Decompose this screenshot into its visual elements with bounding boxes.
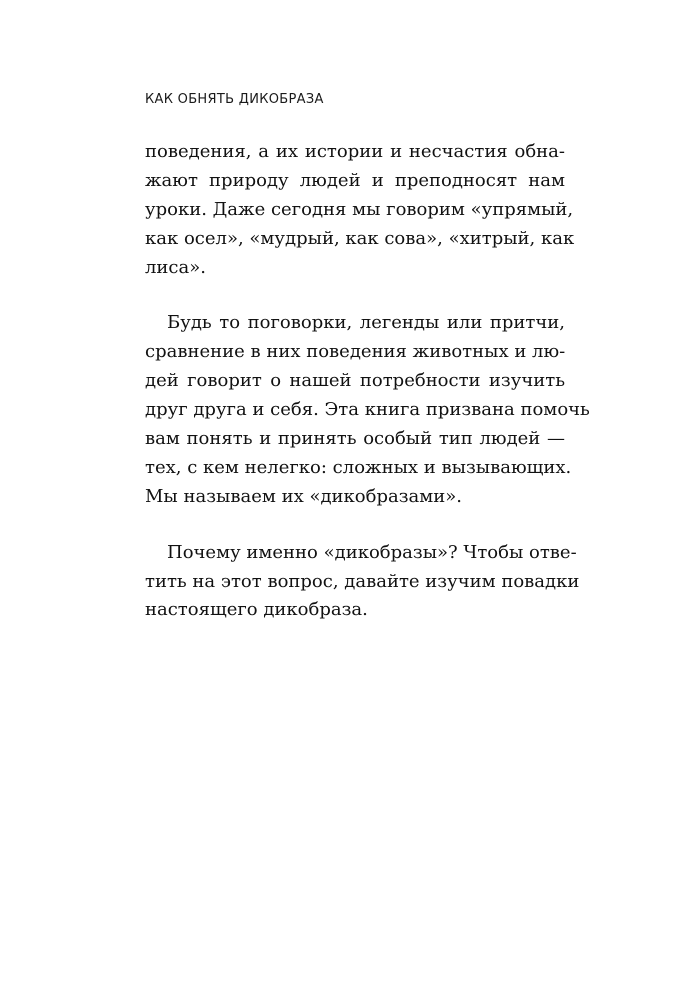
text-line: друг друга и себя. Эта книга призвана помочь	[145, 399, 590, 421]
text-line: вам понять и принять особый тип людей —	[145, 428, 565, 450]
text-line: настоящего дикобраза.	[145, 599, 368, 621]
text-line: дей говорит о нашей потребности изучить	[145, 370, 565, 392]
text-line: Мы называем их «дикобразами».	[145, 485, 463, 507]
text-line: Будь то поговорки, легенды или притчи,	[167, 312, 565, 334]
text-line: Почему именно «дикобразы»? Чтобы отве-	[167, 541, 577, 563]
paragraph-1	[145, 138, 575, 282]
text-line: как осел», «мудрый, как сова», «хитрый, как	[145, 227, 575, 249]
text-line: лиса».	[145, 256, 206, 278]
running-head: КАК ОБНЯТЬ ДИКОБРАЗА	[145, 92, 324, 107]
body-text	[145, 138, 590, 652]
text-line: поведения, а их истории и несчастия обна-	[145, 141, 565, 162]
text-line: тить на этот вопрос, давайте изучим повадки	[145, 570, 580, 592]
text-line: жают природу людей и преподносят нам	[145, 169, 565, 191]
text-line: сравнение в них поведения животных и лю-	[145, 341, 566, 363]
paragraph-2	[145, 309, 590, 511]
text-line: уроки. Даже сегодня мы говорим «упрямый,	[145, 198, 574, 220]
text-line: тех, с кем нелегко: сложных и вызывающих.	[145, 456, 572, 478]
paragraph-3	[145, 539, 580, 626]
